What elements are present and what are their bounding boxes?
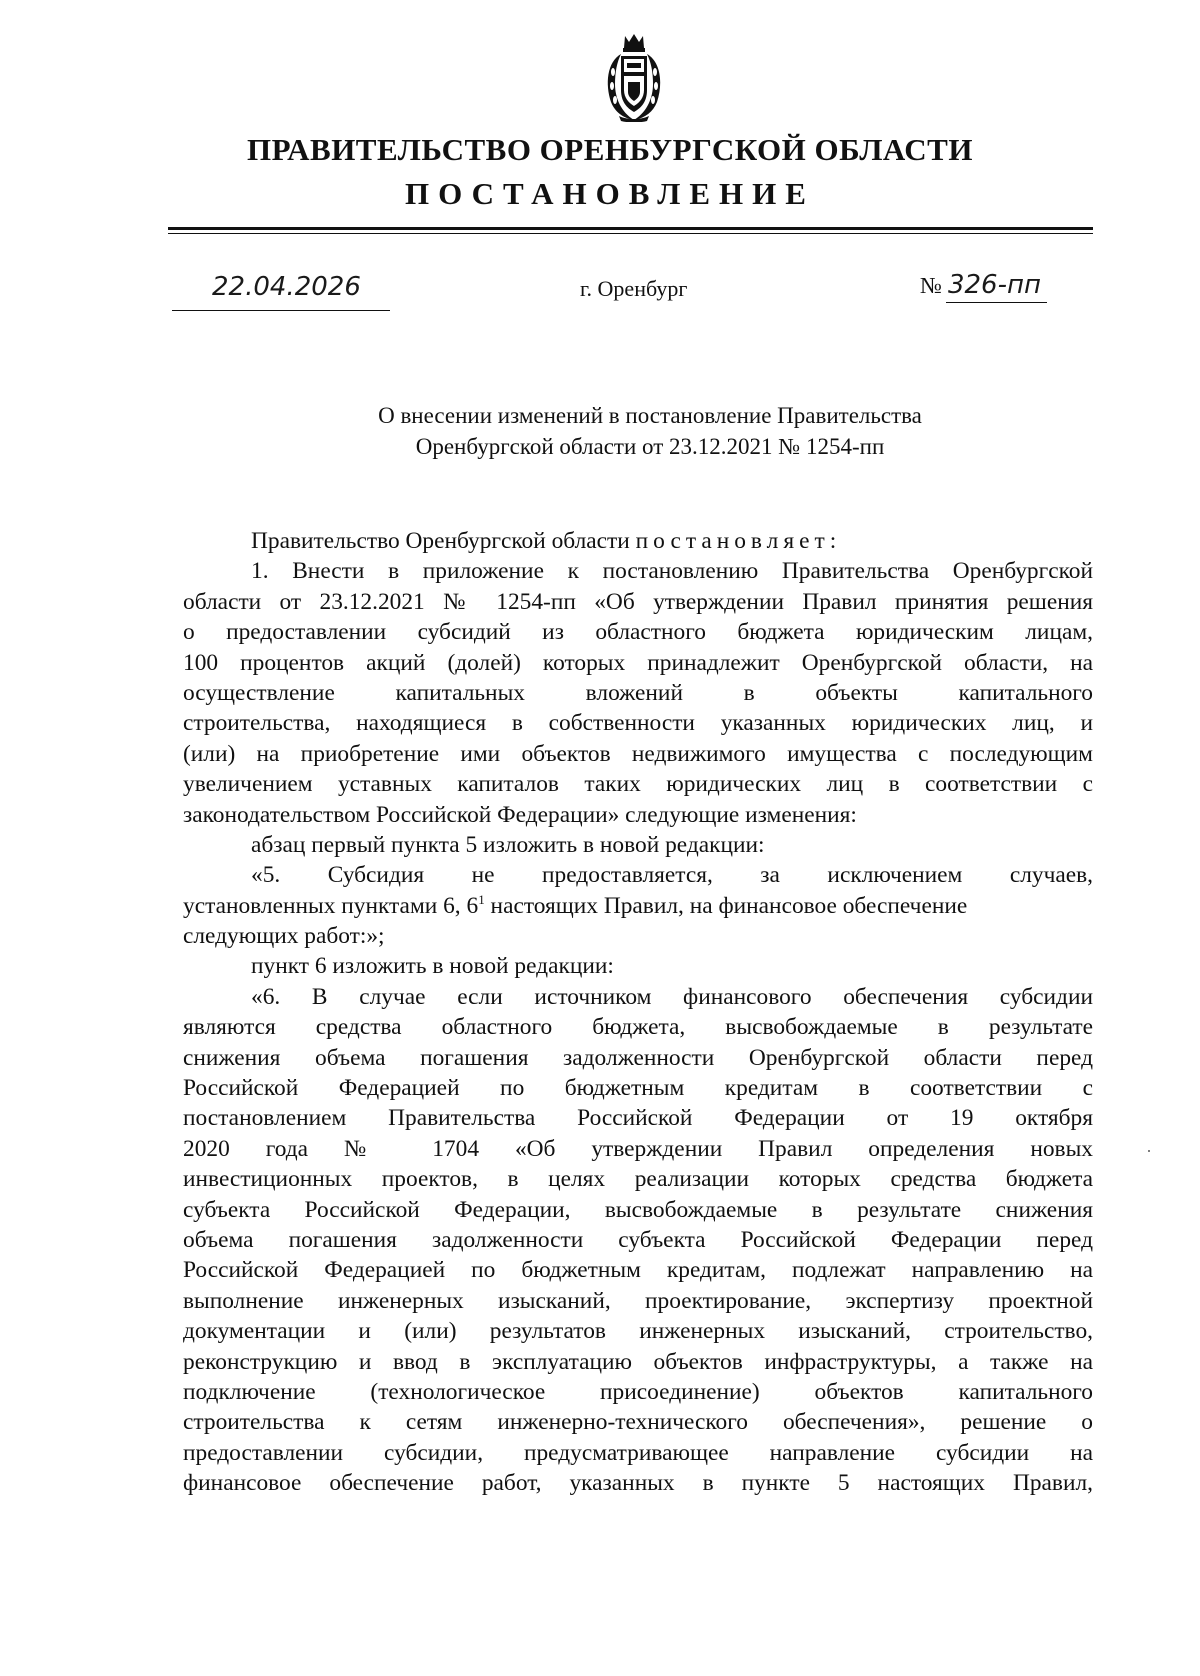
body-line: реконструкцию и ввод в эксплуатацию объектов инфраструктуры, а также на	[183, 1348, 1093, 1375]
body-line-part: настоящих Правил, на финансовое обеспечение	[484, 892, 968, 919]
body-line: снижения объема погашения задолженности Оренбургской области перед	[183, 1044, 1093, 1071]
body-line: Российской Федерацией по бюджетным кредитам, подлежат направлению на	[183, 1257, 1093, 1284]
header-rule-thick	[168, 227, 1093, 230]
government-title: ПРАВИТЕЛЬСТВО ОРЕНБУРГСКОЙ ОБЛАСТИ	[247, 132, 973, 167]
body-line-part: установленных пунктами 6, 6	[183, 892, 479, 919]
subject-line: Оренбургской области от 23.12.2021 № 1254-пп	[415, 434, 885, 459]
body-line: «6. В случае если источником финансового обеспечения субсидии	[251, 983, 1093, 1010]
document-body	[183, 526, 1093, 1499]
body-line: финансовое обеспечение работ, указанных в пункте 5 настоящих Правил,	[183, 1470, 1093, 1497]
body-line: осуществление капитальных вложений в объекты капитального	[183, 679, 1093, 706]
body-line: документации и (или) результатов инженерных изысканий, строительство,	[183, 1318, 1093, 1345]
scan-speck	[1148, 1150, 1150, 1152]
body-line	[183, 891, 1093, 921]
body-line: строительства, находящиеся в собственности указанных юридических лиц, и	[183, 710, 1093, 737]
intro-prefix: Правительство Оренбургской области	[251, 528, 636, 554]
body-line: «5. Субсидия не предоставляется, за исключением случаев,	[251, 862, 1093, 889]
intro-spaced: постановляет:	[635, 528, 842, 554]
document-number: 326-пп	[946, 270, 1047, 303]
document-city: г. Оренбург	[580, 276, 688, 301]
coat-of-arms-icon	[601, 32, 667, 122]
number-sign: №	[920, 273, 942, 298]
subject-line: О внесении изменений в постановление Правительства	[378, 403, 922, 428]
body-line: следующих работ:»;	[183, 923, 385, 950]
body-line: 1. Внести в приложение к постановлению Правительства Оренбургской	[251, 558, 1093, 585]
date-field	[172, 270, 390, 311]
body-line: предоставлении субсидии, предусматривающее направление субсидии на	[183, 1439, 1093, 1466]
body-line: постановлением Правительства Российской Федерации от 19 октября	[183, 1105, 1093, 1132]
body-line: 100 процентов акций (долей) которых принадлежит Оренбургской области, на	[183, 649, 1093, 676]
body-line: (или) на приобретение ими объектов недвижимого имущества с последующим	[183, 740, 1093, 767]
body-line: пункт 6 изложить в новой редакции:	[251, 953, 614, 980]
superscript-index: 1	[478, 891, 485, 907]
document-type: ПОСТАНОВЛЕНИЕ	[405, 176, 815, 211]
body-line: строительства к сетям инженерно-технического обеспечения», решение о	[183, 1409, 1093, 1436]
document-number-field	[920, 270, 1047, 303]
body-line: объема погашения задолженности субъекта Российской Федерации перед	[183, 1226, 1093, 1253]
header-rule-thin	[168, 233, 1093, 234]
body-line: абзац первый пункта 5 изложить в новой редакции:	[251, 831, 765, 858]
body-line: выполнение инженерных изысканий, проектирование, экспертизу проектной	[183, 1287, 1093, 1314]
body-line: являются средства областного бюджета, высвобождаемые в результате	[183, 1014, 1093, 1041]
body-line: законодательством Российской Федерации» следующие изменения:	[183, 801, 857, 828]
body-line: инвестиционных проектов, в целях реализации которых средства бюджета	[183, 1166, 1093, 1193]
body-line: области от 23.12.2021 № 1254-пп «Об утверждении Правил принятия решения	[183, 588, 1093, 615]
body-line: 2020 года № 1704 «Об утверждении Правил определения новых	[183, 1135, 1093, 1162]
body-line: о предоставлении субсидий из областного бюджета юридическим лицам,	[183, 619, 1093, 646]
document-subject	[300, 400, 1000, 462]
body-line: субъекта Российской Федерации, высвобождаемые в результате снижения	[183, 1196, 1093, 1223]
body-line: увеличением уставных капиталов таких юридических лиц в соответствии с	[183, 771, 1093, 798]
body-line: Российской Федерацией по бюджетным кредитам в соответствии с	[183, 1075, 1093, 1102]
document-date: 22.04.2026	[212, 272, 361, 302]
body-line: подключение (технологическое присоединение) объектов капитального	[183, 1378, 1093, 1405]
intro-line	[183, 526, 1093, 556]
